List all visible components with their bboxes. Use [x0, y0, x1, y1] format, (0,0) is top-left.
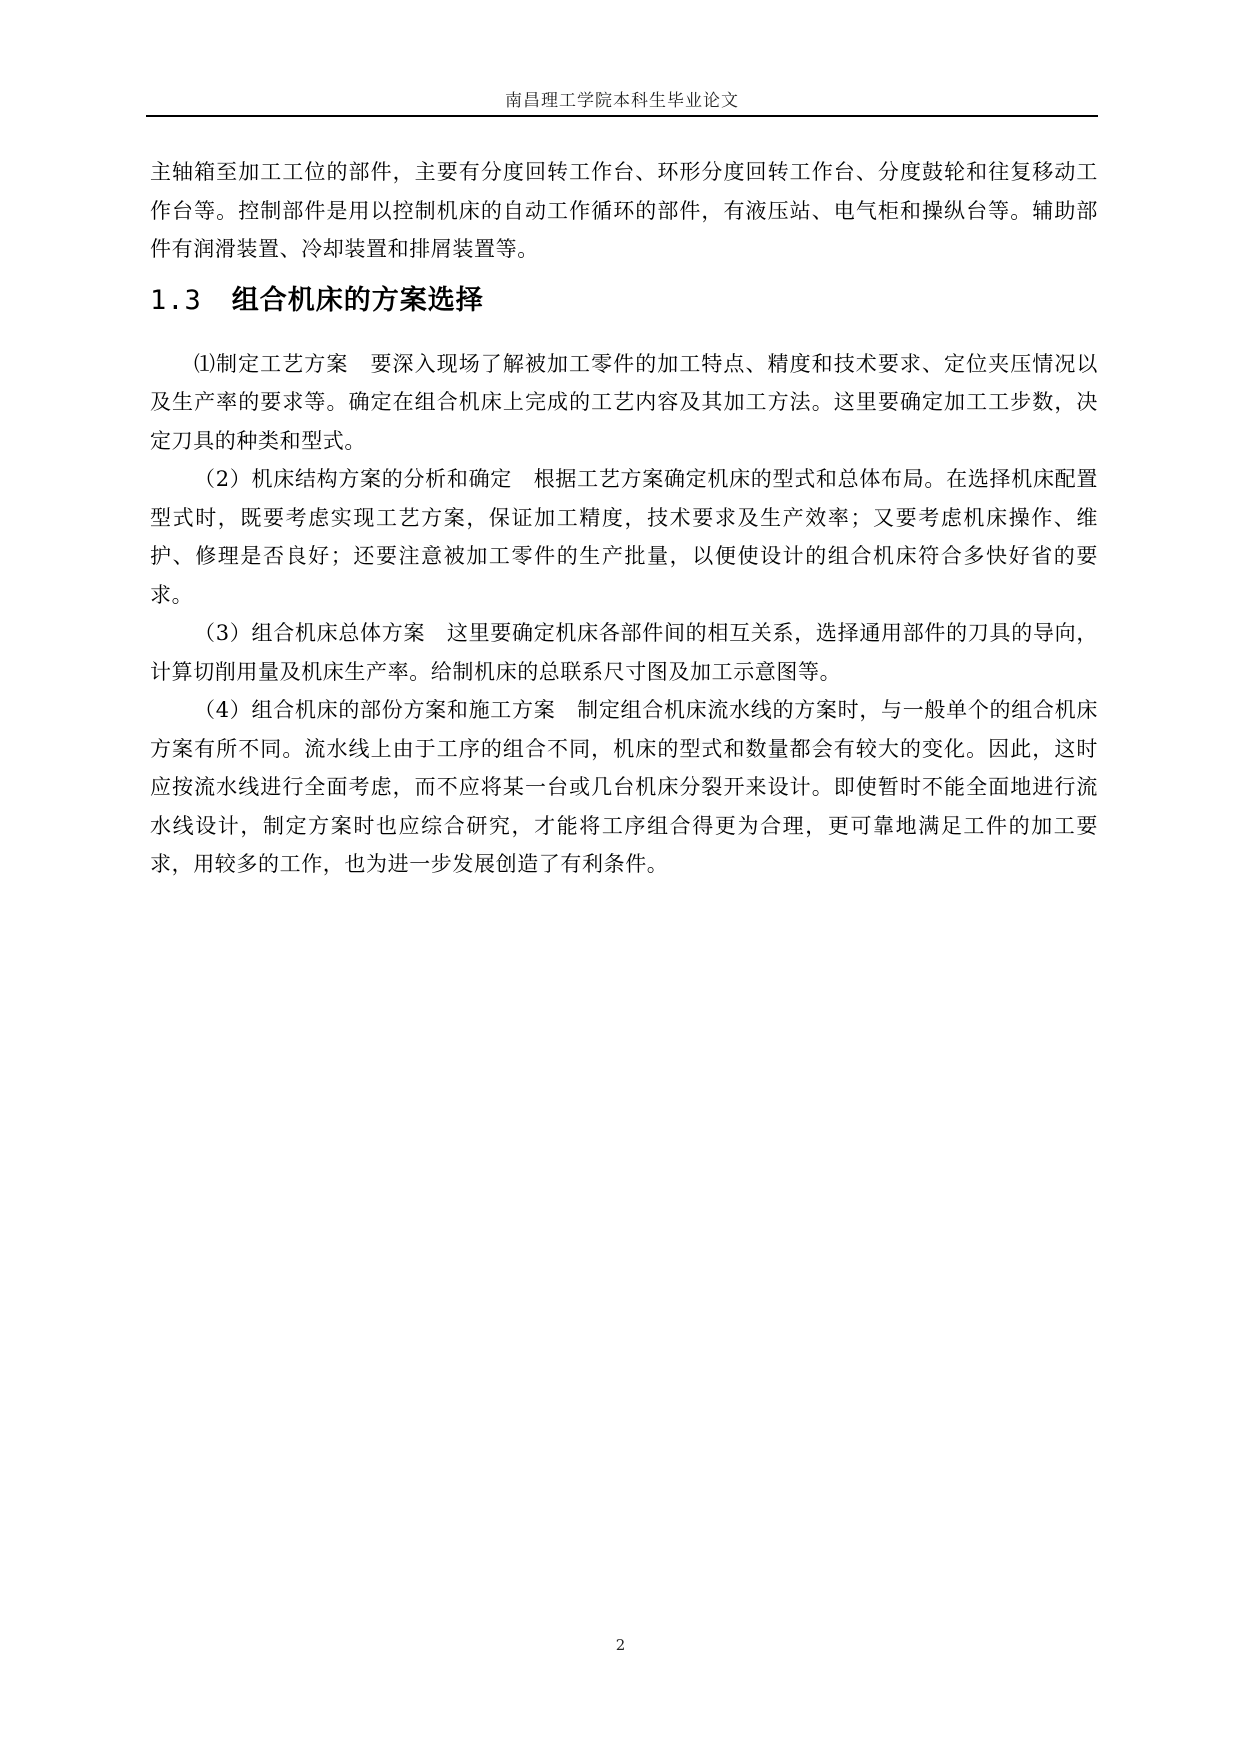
- section-heading: [150, 281, 1098, 321]
- paragraph-process-plan: ⑴制定工艺方案 要深入现场了解被加工零件的加工特点、精度和技术要求、定位夹压情况以及生产率的要求等。确定在组合机床上完成的工艺内容及其加工方法。这里要确定加工工步数，决定刀具的种类和型式。: [150, 351, 1098, 453]
- header-divider: [146, 115, 1098, 117]
- page-content: [150, 153, 1098, 884]
- running-header: 南昌理工学院本科生毕业论文: [505, 91, 739, 111]
- paragraph-structure-analysis: （2）机床结构方案的分析和确定 根据工艺方案确定机床的型式和总体布局。在选择机床配置型式时，既要考虑实现工艺方案，保证加工精度，技术要求及生产效率；又要考虑机床操作、维护、修理是否良好；还要注意被加工零件的生产批量，以便使设计的组合机床符合多快好省的要求。: [150, 467, 1098, 607]
- section-number: 1.3: [150, 284, 202, 316]
- page-number: 2: [615, 1636, 626, 1654]
- intro-paragraph: 主轴箱至加工工位的部件，主要有分度回转工作台、环形分度回转工作台、分度鼓轮和往复移动工作台等。控制部件是用以控制机床的自动工作循环的部件，有液压站、电气柜和操纵台等。辅助部件有润滑装置、冷却装置和排屑装置等。: [150, 160, 1098, 261]
- section-title: 组合机床的方案选择: [231, 284, 484, 316]
- paragraph-overall-plan: （3）组合机床总体方案 这里要确定机床各部件间的相互关系，选择通用部件的刀具的导向，计算切削用量及机床生产率。给制机床的总联系尺寸图及加工示意图等。: [150, 621, 1098, 684]
- paragraph-partial-plan: （4）组合机床的部份方案和施工方案 制定组合机床流水线的方案时，与一般单个的组合机床方案有所不同。流水线上由于工序的组合不同，机床的型式和数量都会有较大的变化。因此，这时应按流水线进行全面考虑，而不应将某一台或几台机床分裂开来设计。即使暂时不能全面地进行流水线设计，制定方案时也应综合研究，才能将工序组合得更为合理，更可靠地满足工件的加工要求，用较多的工作，也为进一步发展创造了有利条件。: [150, 698, 1098, 876]
